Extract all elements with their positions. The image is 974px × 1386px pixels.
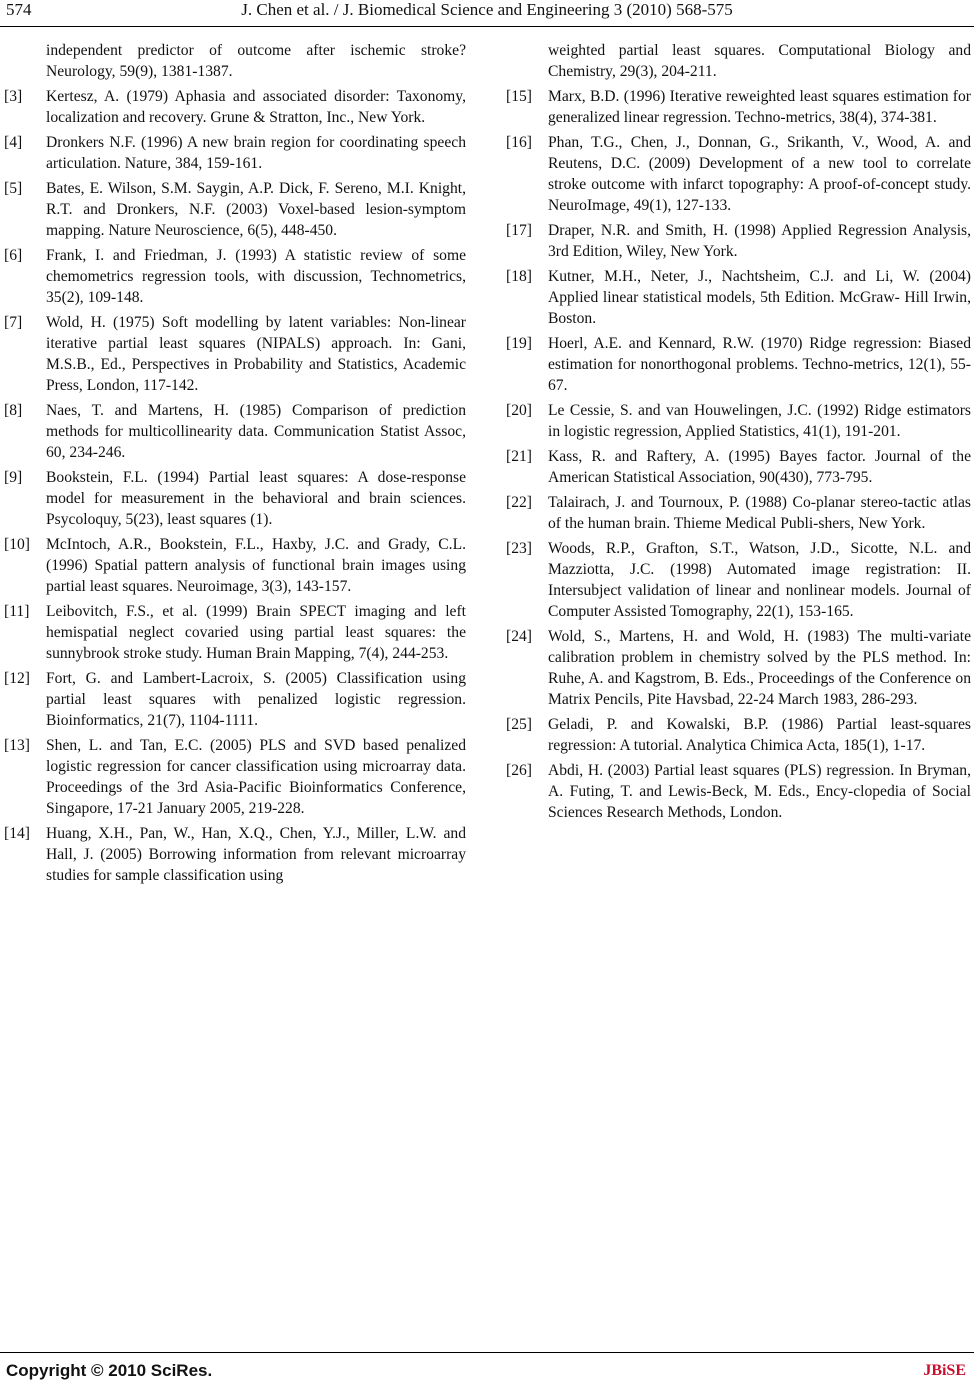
reference-item — [4, 400, 466, 463]
reference-item — [506, 86, 971, 128]
reference-number: [23] — [506, 540, 532, 557]
reference-text: weighted partial least squares. Computational Biology and Chemistry, 29(3), 204-211. — [548, 42, 971, 80]
reference-item — [4, 86, 466, 128]
reference-text: Abdi, H. (2003) Partial least squares (PLS) regression. In Bryman, A. Futing, T. and Lewis-Beck, M. Eds., Ency-clopedia of Social Sciences Research Methods, London. — [548, 762, 971, 821]
reference-text: independent predictor of outcome after ischemic stroke? Neurology, 59(9), 1381-1387. — [46, 42, 466, 80]
reference-number: [13] — [4, 737, 30, 754]
copyright-notice: Copyright © 2010 SciRes. — [6, 1361, 213, 1380]
reference-item — [506, 446, 971, 488]
reference-item — [4, 245, 466, 308]
page-number: 574 — [6, 0, 32, 19]
reference-text: Phan, T.G., Chen, J., Donnan, G., Srikanth, V., Wood, A. and Reutens, D.C. (2009) Development of a new tool to correlate stroke outcome with infarct topography: A proof-of-concept study. NeuroImage, 49(1), 127-133. — [548, 134, 971, 214]
reference-text: Le Cessie, S. and van Houwelingen, J.C. (1992) Ridge estimators in logistic regression, Applied Statistics, 41(1), 191-201. — [548, 402, 971, 440]
reference-number: [25] — [506, 716, 532, 733]
reference-number: [12] — [4, 670, 30, 687]
reference-text: Fort, G. and Lambert-Lacroix, S. (2005) Classification using partial least squares with penalized logistic regression. Bioinformatics, 21(7), 1104-1111. — [46, 670, 466, 729]
reference-number: [5] — [4, 180, 23, 197]
reference-number: [19] — [506, 335, 532, 352]
reference-text: Wold, H. (1975) Soft modelling by latent variables: Non-linear iterative partial least squares (NIPALS) approach. In: Gani, M.S.B., Ed., Perspectives in Probability and Statistics, Academic Press, London, 117-142. — [46, 314, 466, 394]
reference-item — [506, 538, 971, 622]
reference-text: Frank, I. and Friedman, J. (1993) A statistic review of some chemometrics regression tools, with discussion, Technometrics, 35(2), 109-148. — [46, 247, 466, 306]
reference-item — [506, 760, 971, 823]
reference-item — [4, 312, 466, 396]
reference-number: [4] — [4, 134, 23, 151]
reference-number: [15] — [506, 88, 532, 105]
reference-number: [14] — [4, 825, 30, 842]
reference-text: Dronkers N.F. (1996) A new brain region for coordinating speech articulation. Nature, 384, 159-161. — [46, 134, 466, 172]
reference-text: Bookstein, F.L. (1994) Partial least squares: A dose-response model for measurement in the behavioral and brain sciences. Psycoloquy, 5(23), least squares (1). — [46, 469, 466, 528]
reference-item — [4, 132, 466, 174]
reference-item — [506, 492, 971, 534]
reference-text: Talairach, J. and Tournoux, P. (1988) Co-planar stereo-tactic atlas of the human brain. Thieme Medical Publi-shers, New York. — [548, 494, 971, 532]
reference-number: [6] — [4, 247, 23, 264]
reference-item — [4, 823, 466, 886]
reference-number: [18] — [506, 268, 532, 285]
reference-text: Shen, L. and Tan, E.C. (2005) PLS and SVD based penalized logistic regression for cancer classification using microarray data. Proceedings of the 3rd Asia-Pacific Bioinformatics Conference, Singapore, 17-21 January 2005, 219-228. — [46, 737, 466, 817]
reference-text: Draper, N.R. and Smith, H. (1998) Applied Regression Analysis, 3rd Edition, Wiley, New York. — [548, 222, 971, 260]
reference-number: [11] — [4, 603, 30, 620]
right-column — [506, 40, 971, 827]
reference-number: [21] — [506, 448, 532, 465]
reference-item — [506, 400, 971, 442]
reference-continuation — [512, 40, 971, 82]
reference-item — [506, 626, 971, 710]
reference-text: Hoerl, A.E. and Kennard, R.W. (1970) Ridge regression: Biased estimation for nonorthogonal problems. Techno-metrics, 12(1), 55-67. — [548, 335, 971, 394]
reference-number: [9] — [4, 469, 23, 486]
reference-text: McIntoch, A.R., Bookstein, F.L., Haxby, J.C. and Grady, C.L. (1996) Spatial pattern analysis of functional brain images using partial least squares. Neuroimage, 3(3), 143-157. — [46, 536, 466, 595]
reference-item — [506, 333, 971, 396]
reference-item — [4, 735, 466, 819]
page-header — [0, 0, 974, 27]
running-head: J. Chen et al. / J. Biomedical Science and Engineering 3 (2010) 568-575 — [241, 0, 733, 19]
reference-item — [4, 534, 466, 597]
reference-number: [8] — [4, 402, 23, 419]
reference-number: [17] — [506, 222, 532, 239]
reference-text: Geladi, P. and Kowalski, B.P. (1986) Partial least-squares regression: A tutorial. Analytica Chimica Acta, 185(1), 1-17. — [548, 716, 971, 754]
reference-number: [20] — [506, 402, 532, 419]
reference-number: [3] — [4, 88, 23, 105]
reference-number: [16] — [506, 134, 532, 151]
reference-item — [4, 601, 466, 664]
left-column — [4, 40, 466, 890]
reference-text: Wold, S., Martens, H. and Wold, H. (1983) The multi-variate calibration problem in chemistry solved by the PLS method. In: Ruhe, A. and Kagstrom, B. Eds., Proceedings of the Conference on Matrix Pencils, Pite Havsbad, 22-24 March 1983, 286-293. — [548, 628, 971, 708]
reference-item — [4, 467, 466, 530]
reference-item — [4, 668, 466, 731]
reference-item — [506, 220, 971, 262]
reference-item — [4, 178, 466, 241]
reference-number: [22] — [506, 494, 532, 511]
reference-text: Huang, X.H., Pan, W., Han, X.Q., Chen, Y.J., Miller, L.W. and Hall, J. (2005) Borrowing information from relevant microarray studies for sample classification using — [46, 825, 466, 884]
reference-text: Kass, R. and Raftery, A. (1995) Bayes factor. Journal of the American Statistical Association, 90(430), 773-795. — [548, 448, 971, 486]
reference-number: [24] — [506, 628, 532, 645]
reference-number: [26] — [506, 762, 532, 779]
reference-item — [506, 714, 971, 756]
reference-text: Woods, R.P., Grafton, S.T., Watson, J.D., Sicotte, N.L. and Mazziotta, J.C. (1998) Automated image registration: II. Intersubject validation of linear and nonlinear models. Journal of Computer Assisted Tomography, 22(1), 153-165. — [548, 540, 971, 620]
page-footer — [0, 1352, 974, 1386]
reference-continuation — [10, 40, 466, 82]
reference-text: Bates, E. Wilson, S.M. Saygin, A.P. Dick, F. Sereno, M.I. Knight, R.T. and Dronkers, N.F. (2003) Voxel-based lesion-symptom mapping. Nature Neuroscience, 6(5), 448-450. — [46, 180, 466, 239]
reference-text: Naes, T. and Martens, H. (1985) Comparison of prediction methods for multicollinearity data. Communication Statist Assoc, 60, 234-246. — [46, 402, 466, 461]
journal-abbreviation: JBiSE — [923, 1362, 966, 1379]
reference-text: Kutner, M.H., Neter, J., Nachtsheim, C.J. and Li, W. (2004) Applied linear statistical models, 5th Edition. McGraw- Hill Irwin, Boston. — [548, 268, 971, 327]
reference-item — [506, 132, 971, 216]
reference-text: Kertesz, A. (1979) Aphasia and associated disorder: Taxonomy, localization and recovery. Grune & Stratton, Inc., New York. — [46, 88, 466, 126]
reference-item — [506, 266, 971, 329]
reference-number: [10] — [4, 536, 30, 553]
reference-text: Marx, B.D. (1996) Iterative reweighted least squares estimation for generalized linear regression. Techno-metrics, 38(4), 374-381. — [548, 88, 971, 126]
reference-number: [7] — [4, 314, 23, 331]
reference-text: Leibovitch, F.S., et al. (1999) Brain SPECT imaging and left hemispatial neglect covaried using partial least squares: the sunnybrook stroke study. Human Brain Mapping, 7(4), 244-253. — [46, 603, 466, 662]
